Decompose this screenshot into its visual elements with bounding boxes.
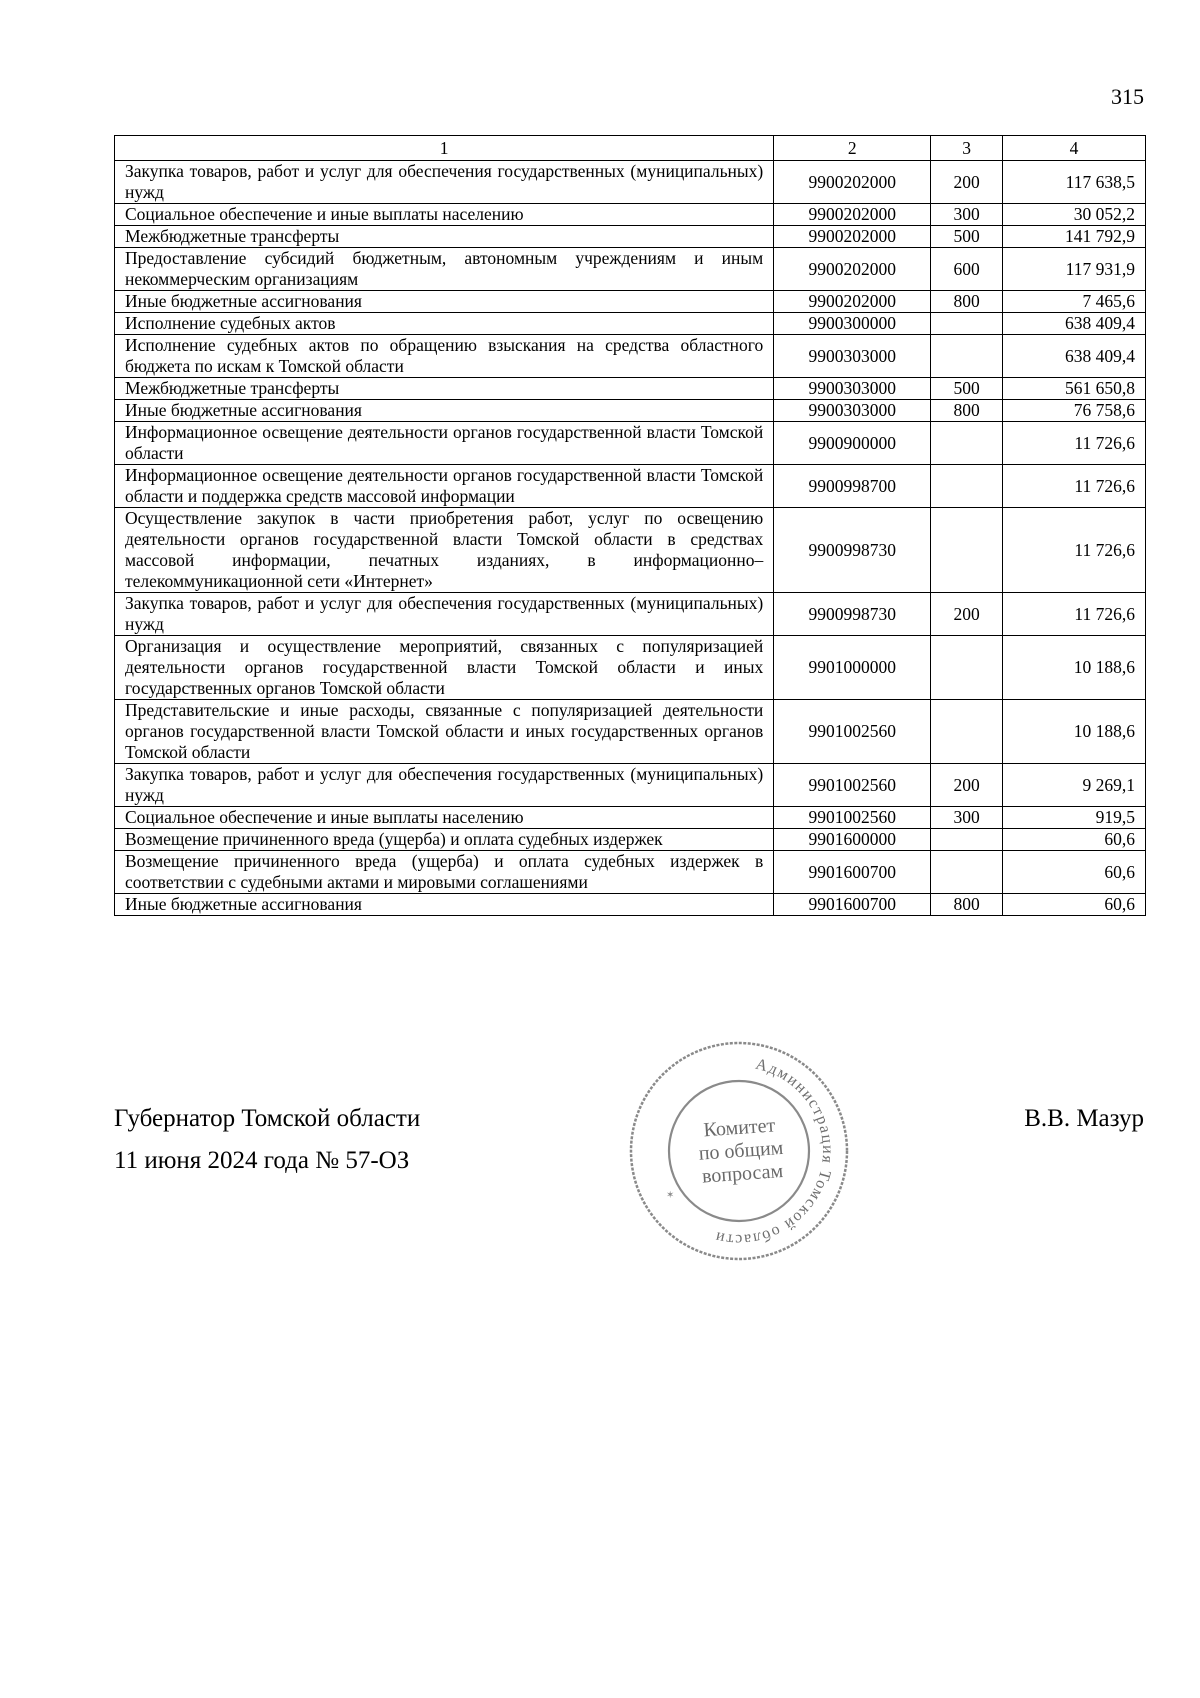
table-row	[115, 465, 1146, 508]
row-type-cell: 200	[931, 764, 1003, 807]
row-sum-cell: 117 931,9	[1003, 248, 1146, 291]
row-name-cell: Возмещение причиненного вреда (ущерба) и оплата судебных издержек в соответствии с судебными актами и мировыми соглашениями	[115, 851, 774, 894]
header-col-1: 1	[115, 136, 774, 161]
row-code-cell: 9900998730	[774, 508, 931, 593]
stamp-star-icon: ✶	[666, 1190, 675, 1201]
row-sum-cell: 30 052,2	[1003, 204, 1146, 226]
signature-left-block	[114, 1098, 420, 1182]
row-type-cell: 300	[931, 807, 1003, 829]
row-sum-cell: 76 758,6	[1003, 400, 1146, 422]
header-col-3: 3	[931, 136, 1003, 161]
row-code-cell: 9901002560	[774, 764, 931, 807]
row-type-cell: 300	[931, 204, 1003, 226]
row-name-cell: Иные бюджетные ассигнования	[115, 291, 774, 313]
row-sum-cell: 11 726,6	[1003, 422, 1146, 465]
row-type-cell: 800	[931, 400, 1003, 422]
row-sum-cell: 141 792,9	[1003, 226, 1146, 248]
row-type-cell	[931, 422, 1003, 465]
row-code-cell: 9900900000	[774, 422, 931, 465]
table-row	[115, 636, 1146, 700]
row-sum-cell: 10 188,6	[1003, 700, 1146, 764]
row-type-cell	[931, 335, 1003, 378]
row-type-cell: 800	[931, 894, 1003, 916]
row-sum-cell: 11 726,6	[1003, 465, 1146, 508]
table-row	[115, 248, 1146, 291]
row-code-cell: 9901000000	[774, 636, 931, 700]
budget-table	[114, 135, 1146, 916]
stamp-line-3: вопросам	[701, 1160, 784, 1188]
row-type-cell: 600	[931, 248, 1003, 291]
row-name-cell: Представительские и иные расходы, связанные с популяризацией деятельности органов государственной власти Томской области и иных государственных органов Томской области	[115, 700, 774, 764]
table-row	[115, 161, 1146, 204]
row-type-cell: 200	[931, 161, 1003, 204]
row-type-cell: 500	[931, 226, 1003, 248]
row-name-cell: Социальное обеспечение и иные выплаты населению	[115, 807, 774, 829]
row-name-cell: Межбюджетные трансферты	[115, 226, 774, 248]
signatory-name: В.В. Мазур	[1024, 1105, 1144, 1132]
table-row	[115, 378, 1146, 400]
row-code-cell: 9900303000	[774, 400, 931, 422]
row-code-cell: 9900202000	[774, 291, 931, 313]
table-row	[115, 313, 1146, 335]
page-number: 315	[1111, 84, 1144, 109]
row-code-cell: 9901600000	[774, 829, 931, 851]
row-type-cell: 800	[931, 291, 1003, 313]
row-type-cell	[931, 508, 1003, 593]
row-code-cell: 9901002560	[774, 807, 931, 829]
row-sum-cell: 7 465,6	[1003, 291, 1146, 313]
row-code-cell: 9900303000	[774, 335, 931, 378]
table-row	[115, 204, 1146, 226]
row-type-cell	[931, 829, 1003, 851]
row-name-cell: Иные бюджетные ассигнования	[115, 400, 774, 422]
row-sum-cell: 638 409,4	[1003, 313, 1146, 335]
table-body	[115, 161, 1146, 916]
stamp-line-1: Комитет	[702, 1114, 776, 1142]
row-type-cell: 500	[931, 378, 1003, 400]
row-code-cell: 9900303000	[774, 378, 931, 400]
row-sum-cell: 10 188,6	[1003, 636, 1146, 700]
table-row	[115, 422, 1146, 465]
row-type-cell	[931, 700, 1003, 764]
row-name-cell: Возмещение причиненного вреда (ущерба) и оплата судебных издержек	[115, 829, 774, 851]
table-row	[115, 894, 1146, 916]
table-header-row	[115, 136, 1146, 161]
row-sum-cell: 11 726,6	[1003, 508, 1146, 593]
row-name-cell: Информационное освещение деятельности органов государственной власти Томской области	[115, 422, 774, 465]
row-sum-cell: 9 269,1	[1003, 764, 1146, 807]
row-code-cell: 9900998700	[774, 465, 931, 508]
row-code-cell: 9900300000	[774, 313, 931, 335]
row-name-cell: Предоставление субсидий бюджетным, автономным учреждениям и иным некоммерческим организациям	[115, 248, 774, 291]
row-sum-cell: 60,6	[1003, 894, 1146, 916]
table-row	[115, 593, 1146, 636]
table-row	[115, 226, 1146, 248]
header-col-2: 2	[774, 136, 931, 161]
row-sum-cell: 11 726,6	[1003, 593, 1146, 636]
row-name-cell: Информационное освещение деятельности органов государственной власти Томской области и поддержка средств массовой информации	[115, 465, 774, 508]
stamp-line-2: по общим	[698, 1136, 784, 1165]
row-name-cell: Исполнение судебных актов	[115, 313, 774, 335]
row-code-cell: 9900202000	[774, 248, 931, 291]
row-code-cell: 9900202000	[774, 204, 931, 226]
table-row	[115, 829, 1146, 851]
row-code-cell: 9901002560	[774, 700, 931, 764]
row-code-cell: 9900202000	[774, 161, 931, 204]
row-sum-cell: 561 650,8	[1003, 378, 1146, 400]
row-code-cell: 9901600700	[774, 894, 931, 916]
row-type-cell	[931, 636, 1003, 700]
row-name-cell: Социальное обеспечение и иные выплаты населению	[115, 204, 774, 226]
table-row	[115, 700, 1146, 764]
table-row	[115, 807, 1146, 829]
governor-position: Губернатор Томской области	[114, 1105, 421, 1132]
row-sum-cell: 117 638,5	[1003, 161, 1146, 204]
row-name-cell: Исполнение судебных актов по обращению взыскания на средства областного бюджета по искам к Томской области	[115, 335, 774, 378]
row-code-cell: 9900998730	[774, 593, 931, 636]
row-type-cell	[931, 465, 1003, 508]
row-sum-cell: 60,6	[1003, 851, 1146, 894]
table-row	[115, 400, 1146, 422]
row-code-cell: 9900202000	[774, 226, 931, 248]
table-row	[115, 335, 1146, 378]
table-row	[115, 291, 1146, 313]
law-date-number: 11 июня 2024 года № 57-ОЗ	[114, 1147, 410, 1174]
row-name-cell: Межбюджетные трансферты	[115, 378, 774, 400]
row-name-cell: Закупка товаров, работ и услуг для обеспечения государственных (муниципальных) нужд	[115, 161, 774, 204]
header-col-4: 4	[1003, 136, 1146, 161]
official-stamp	[626, 1038, 852, 1264]
row-sum-cell: 638 409,4	[1003, 335, 1146, 378]
row-type-cell	[931, 313, 1003, 335]
row-sum-cell: 919,5	[1003, 807, 1146, 829]
row-name-cell: Закупка товаров, работ и услуг для обеспечения государственных (муниципальных) нужд	[115, 764, 774, 807]
row-type-cell: 200	[931, 593, 1003, 636]
table-row	[115, 764, 1146, 807]
row-type-cell	[931, 851, 1003, 894]
row-name-cell: Осуществление закупок в части приобретения работ, услуг по освещению деятельности органов государственной власти Томской области в средствах массовой информации, печатных изданиях, в информационно–телекоммуникационной сети «Интернет»	[115, 508, 774, 593]
signature-right-block	[1024, 1098, 1144, 1140]
table-row	[115, 851, 1146, 894]
row-sum-cell: 60,6	[1003, 829, 1146, 851]
row-name-cell: Закупка товаров, работ и услуг для обеспечения государственных (муниципальных) нужд	[115, 593, 774, 636]
row-name-cell: Иные бюджетные ассигнования	[115, 894, 774, 916]
row-name-cell: Организация и осуществление мероприятий, связанных с популяризацией деятельности органов государственной власти Томской области и иных государственных органов Томской области	[115, 636, 774, 700]
row-code-cell: 9901600700	[774, 851, 931, 894]
table-row	[115, 508, 1146, 593]
stamp-ring-text: Администрация Томской области	[712, 1055, 837, 1249]
